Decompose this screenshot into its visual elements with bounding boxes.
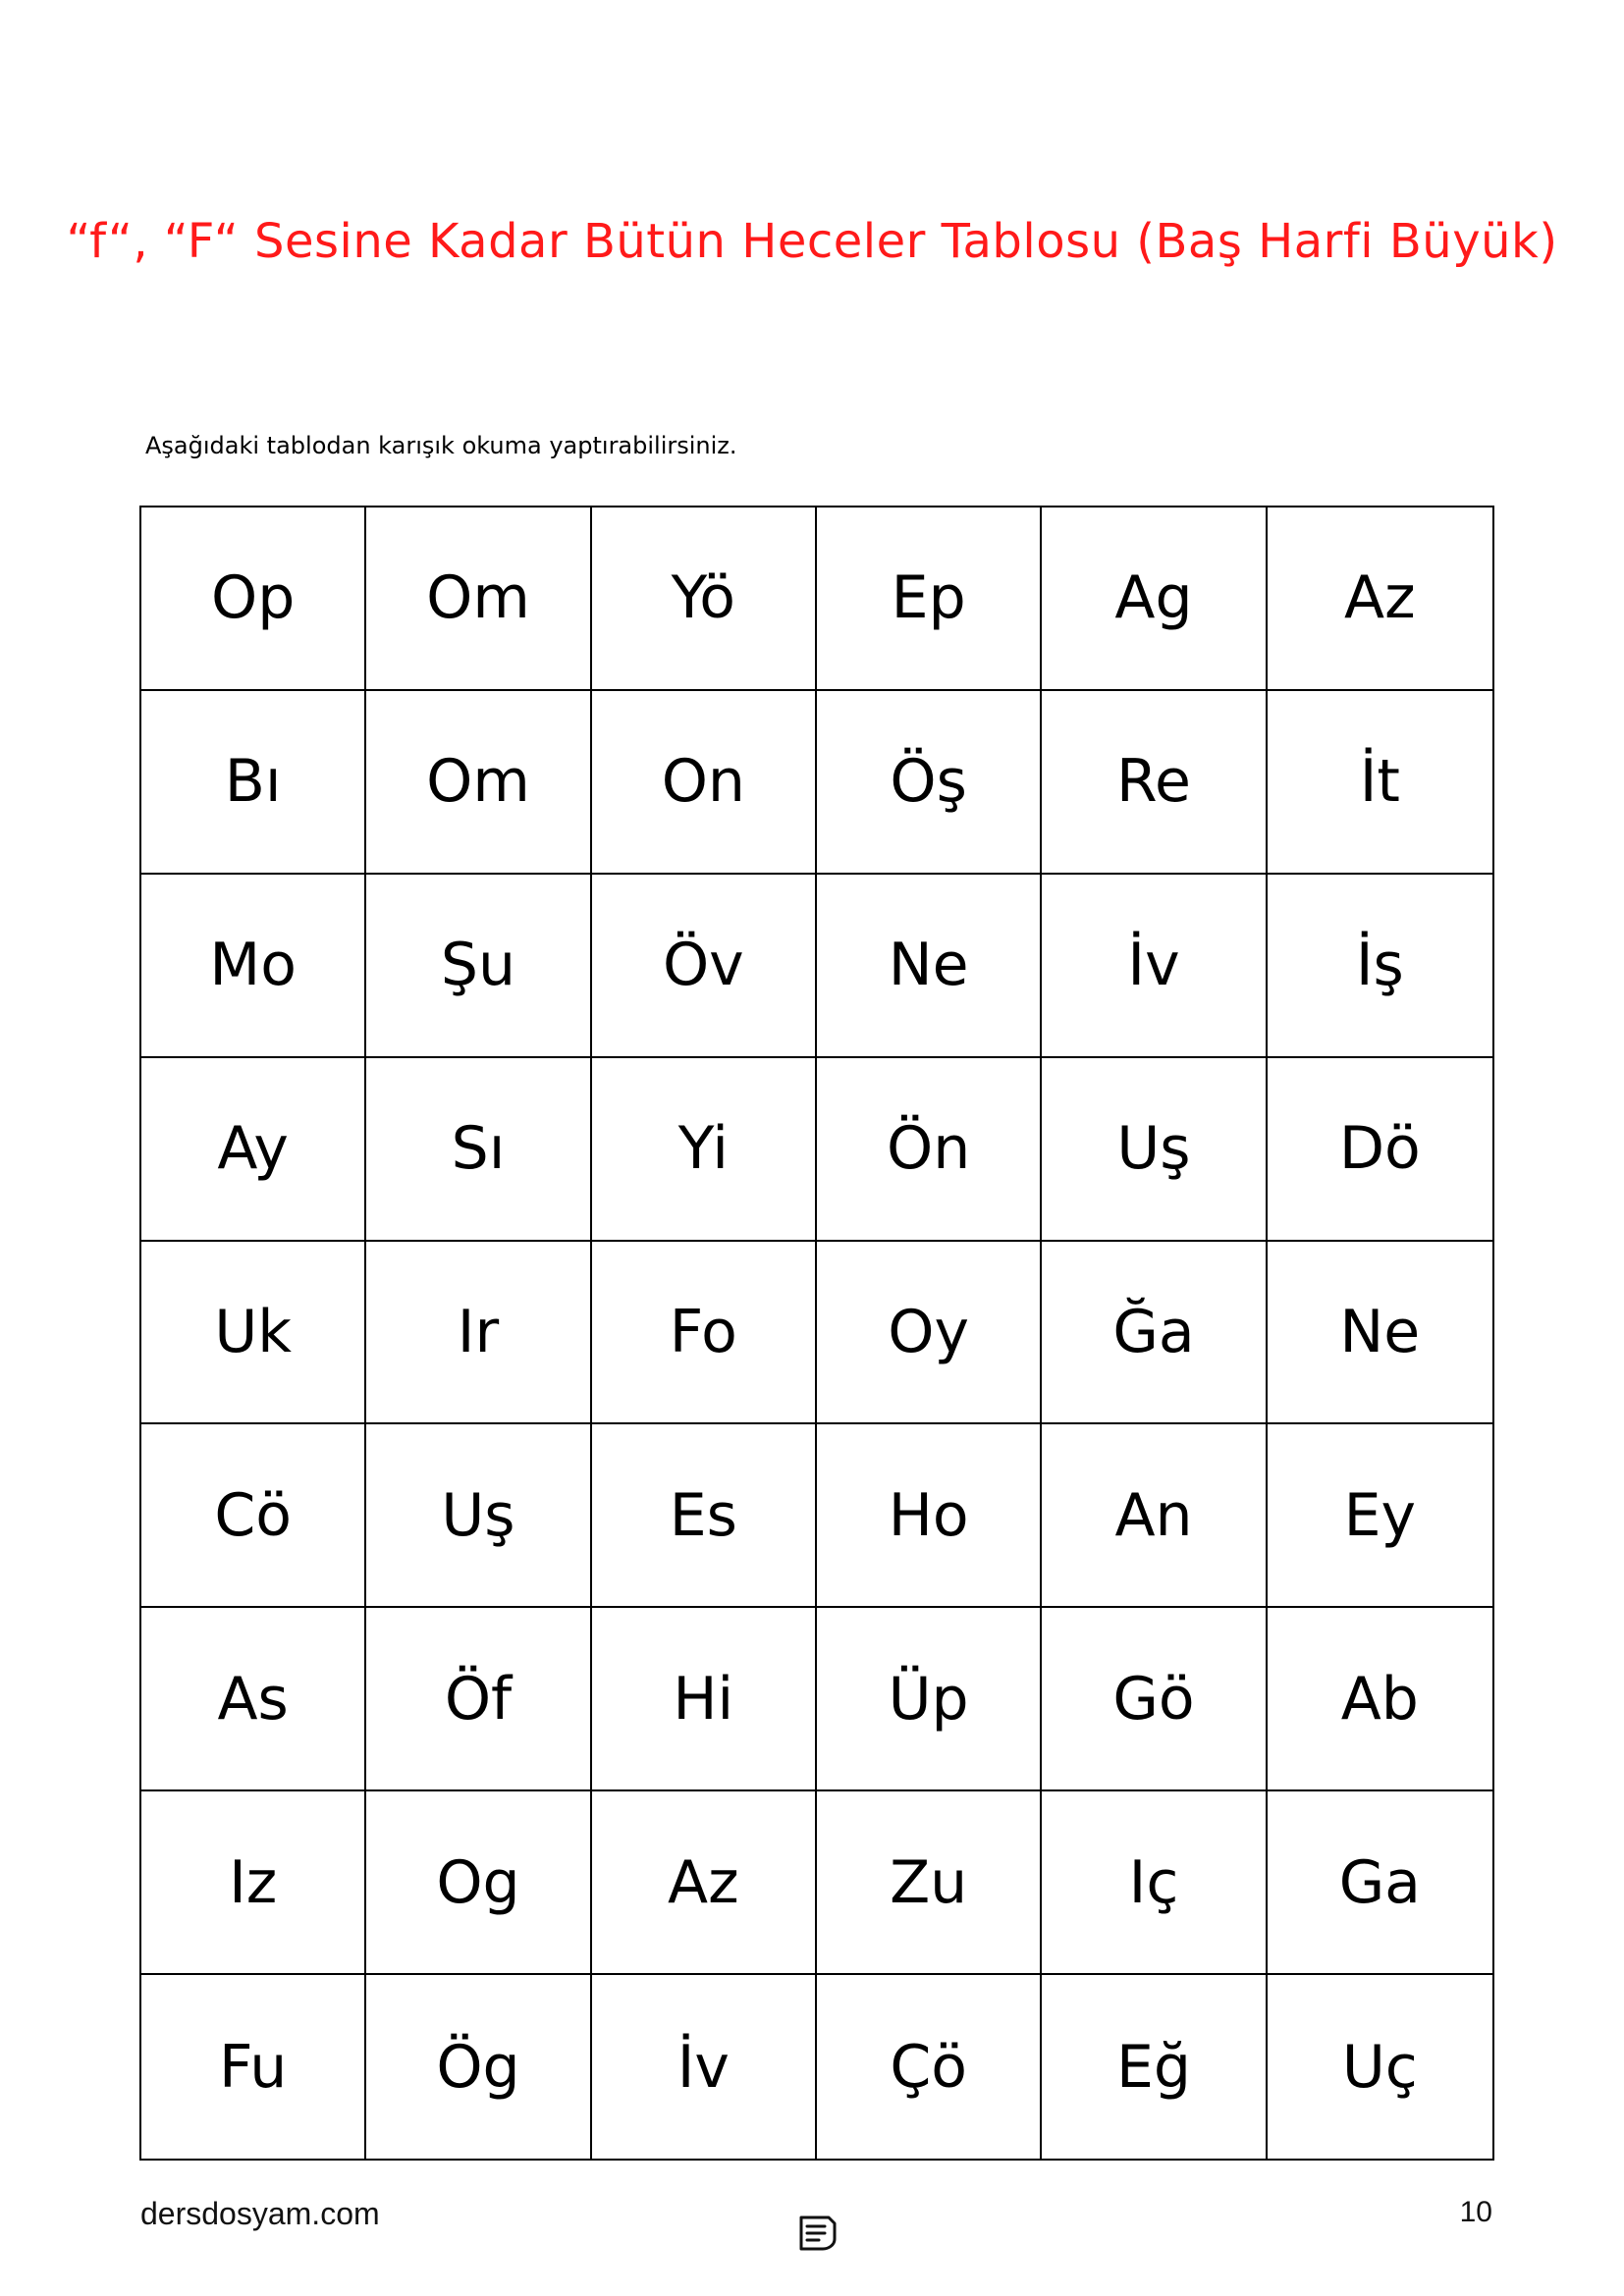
table-cell: Uş — [366, 1424, 591, 1608]
table-cell: Eğ — [1042, 1975, 1267, 2159]
table-cell: An — [1042, 1424, 1267, 1608]
page-title: “f“, “F“ Sesine Kadar Bütün Heceler Tablosu (Baş Harfi Büyük) — [66, 214, 1558, 269]
table-cell: Mo — [141, 875, 366, 1058]
table-cell: Om — [366, 507, 591, 691]
table-cell: Bı — [141, 691, 366, 875]
table-cell: Uç — [1341, 2032, 1418, 2102]
table-cell: Oy — [817, 1242, 1042, 1425]
table-cell: Çö — [817, 1975, 1042, 2159]
table-cell: Ir — [366, 1242, 591, 1425]
table-cell: Öş — [817, 691, 1042, 875]
table-cell: Ğa — [1042, 1242, 1267, 1425]
table-cell: Fo — [592, 1242, 817, 1425]
table-cell: Dö — [1268, 1058, 1492, 1242]
table-cell: Az — [592, 1791, 817, 1975]
table-cell: İv — [1042, 875, 1267, 1058]
table-cell: Şu — [366, 875, 591, 1058]
instruction-text: Aşağıdaki tablodan karışık okuma yaptırabilirsiniz. — [145, 432, 737, 459]
table-cell: Gö — [1042, 1608, 1267, 1791]
table-cell: Öf — [366, 1608, 591, 1791]
table-cell: Yi — [592, 1058, 817, 1242]
table-cell: Ey — [1268, 1424, 1492, 1608]
document-lines-icon — [795, 2214, 839, 2253]
table-cell: Ab — [1268, 1608, 1492, 1791]
table-cell: Om — [366, 691, 591, 875]
table-cell: İş — [1268, 875, 1492, 1058]
table-cell: Üp — [817, 1608, 1042, 1791]
table-cell: Cö — [141, 1424, 366, 1608]
table-cell: Op — [141, 507, 366, 691]
table-cell: Hi — [592, 1608, 817, 1791]
table-cell: Fu — [141, 1975, 366, 2159]
table-cell: Og — [366, 1791, 591, 1975]
table-cell: Ög — [366, 1975, 591, 2159]
table-cell: Yö — [592, 507, 817, 691]
table-cell: Sı — [366, 1058, 591, 1242]
table-cell: On — [592, 691, 817, 875]
table-cell: İt — [1268, 691, 1492, 875]
table-cell: Ön — [817, 1058, 1042, 1242]
table-cell: Zu — [817, 1791, 1042, 1975]
table-cell: Ga — [1268, 1791, 1492, 1975]
table-cell: Ag — [1042, 507, 1267, 691]
table-cell: Öv — [592, 875, 817, 1058]
table-cell: Ho — [817, 1424, 1042, 1608]
syllable-table — [139, 506, 1494, 2161]
table-cell: Iz — [141, 1791, 366, 1975]
table-cell: Ne — [817, 875, 1042, 1058]
page-number: 10 — [1459, 2196, 1492, 2228]
table-cell: Ay — [141, 1058, 366, 1242]
table-cell: Re — [1042, 691, 1267, 875]
table-cell: Uk — [141, 1242, 366, 1425]
table-cell: Az — [1268, 507, 1492, 691]
table-cell: Iç — [1042, 1791, 1267, 1975]
table-cell: Ne — [1268, 1242, 1492, 1425]
footer-site-name: dersdosyam.com — [140, 2196, 380, 2231]
table-cell: İv — [592, 1975, 817, 2159]
table-cell: Es — [592, 1424, 817, 1608]
table-cell: Ep — [817, 507, 1042, 691]
table-cell: As — [141, 1608, 366, 1791]
table-cell: Uş — [1042, 1058, 1267, 1242]
